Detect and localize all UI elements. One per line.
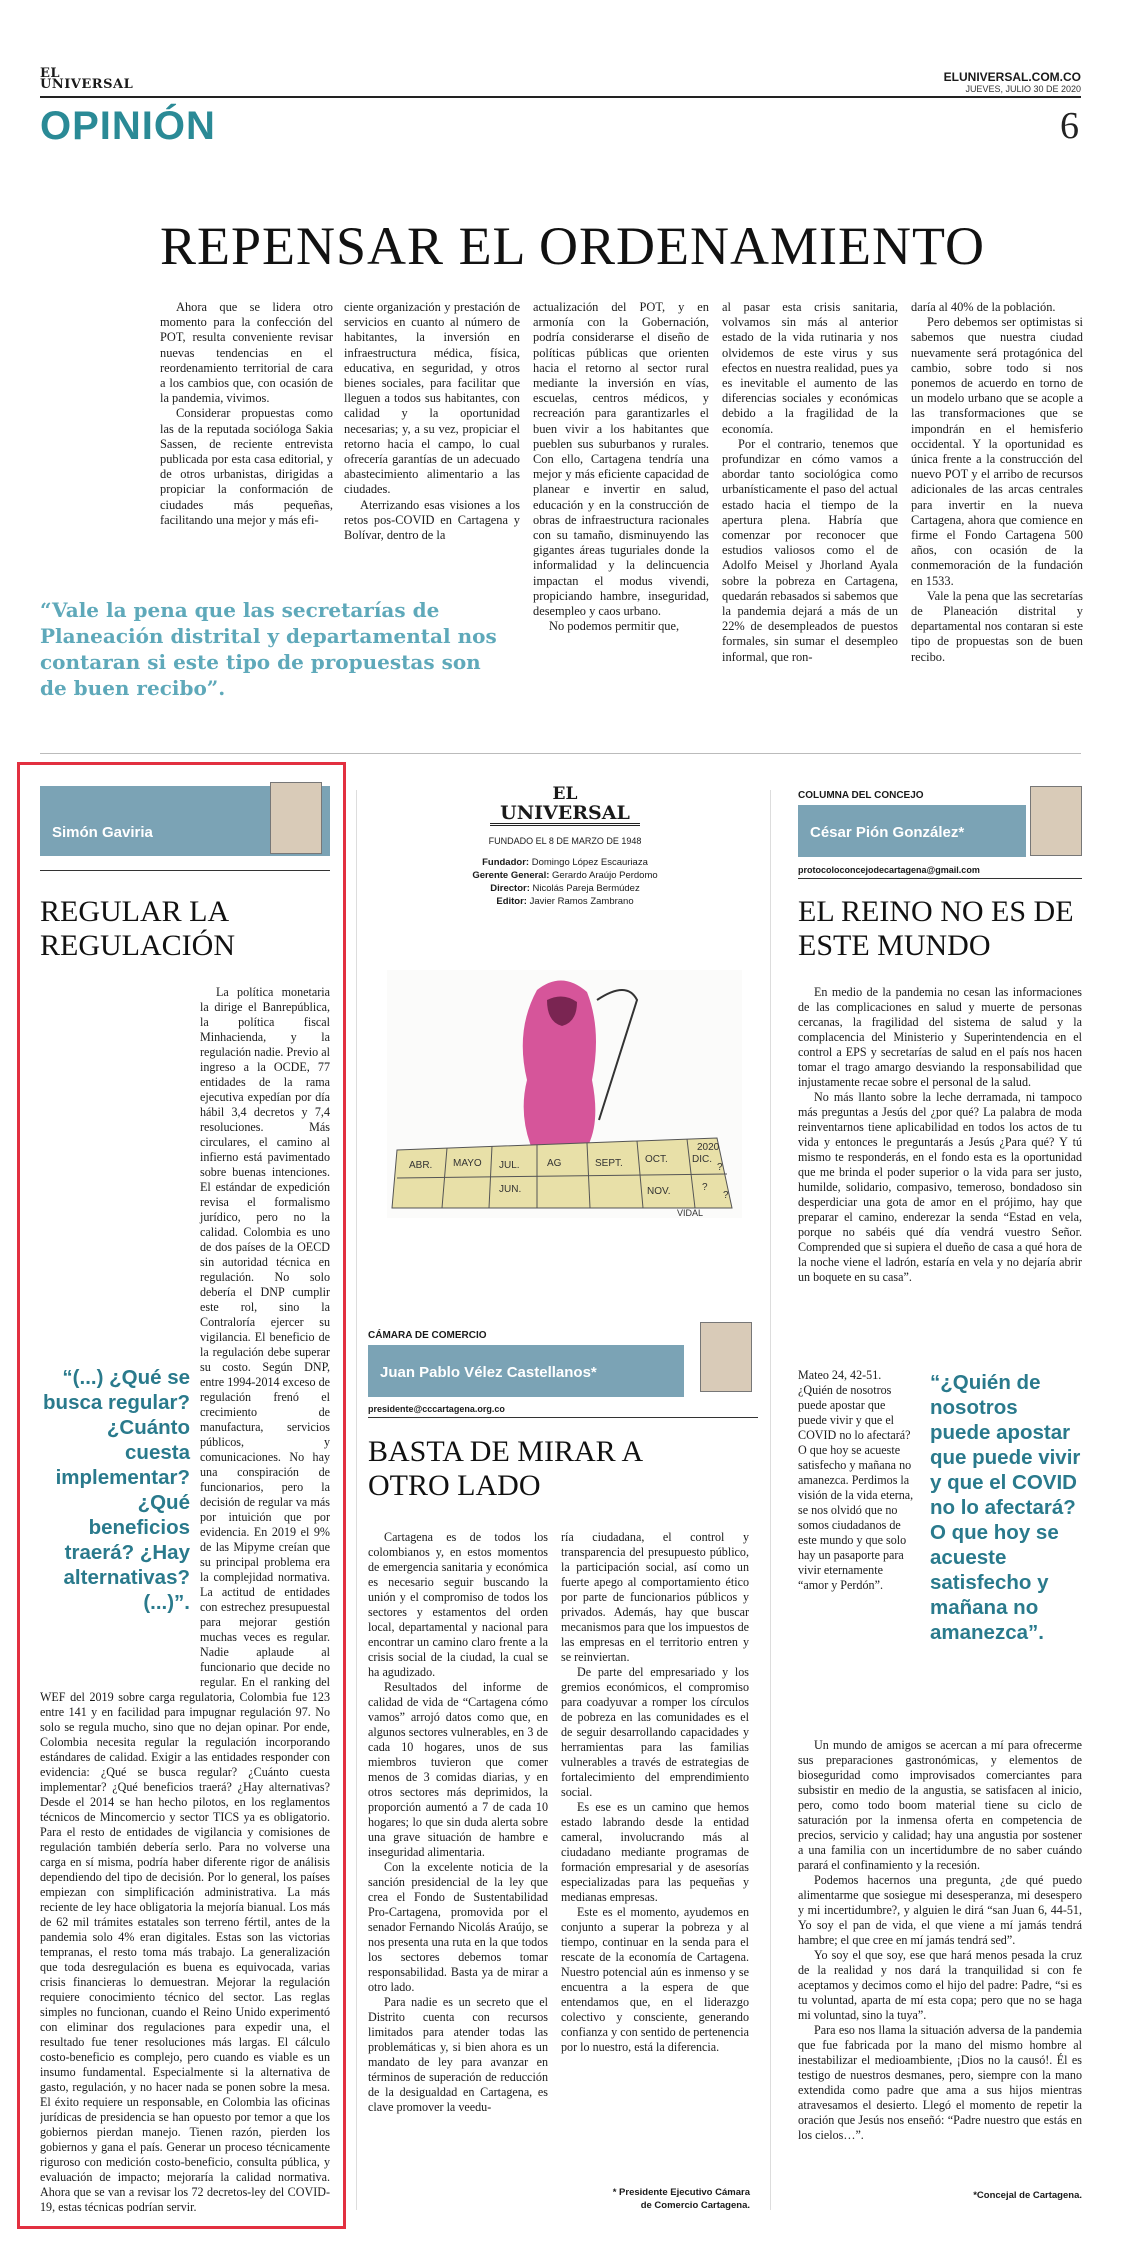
cartoon-label: AG <box>547 1158 562 1169</box>
header-rule <box>40 96 1081 98</box>
paragraph: Para eso nos llama la situación adversa de la pandemia que fue fabricada por la mano del mismo hombre al inestabilizar el medioambiente, ¡Dios no la causó!. Él es testigo de nuestros desmanes, pero, siempre con la mano extendida como padre que ama a sus hijos mientras atravesamos el desierto. Llegó el momento de repetir la oración que Jesús nos enseñó: “Padre nuestro que estás en los cielos…”. <box>798 2023 1082 2142</box>
staff-role: Director: <box>490 883 530 894</box>
cartoon-label: NOV. <box>647 1186 671 1197</box>
paragraph: ría ciudadana, el control y transparencia del presupuesto público, la participación social, así como un fuerte apego al comportamiento ético por parte de funcionarios públicos y privados. Además, hay que buscar mecanismos para que los impuestos de las empresas en el territorio entren y se reinviertan. <box>561 1530 749 1664</box>
page-number: 6 <box>1060 105 1079 147</box>
cartoon-label: JUL. <box>499 1160 520 1171</box>
paragraph: Este es el momento, ayudemos en conjunto a superar la pobreza y al tiempo, continuar en la senda para el rescate de la economía de Cartagena. Nuestro potencial aún es inmenso y se encuentra a la espera de que entendamos que, en el liderazgo colectivo y consciente, generando confianza y con sentido de pertenencia por lo nuestro, está la diferencia. <box>561 1905 749 2054</box>
paragraph: Un mundo de amigos se acercan a mí para ofrecerme sus preparaciones gastronómicas, y elementos de bioseguridad como improvisados comerciantes para subsistir en medio de la angustia, se satisfacen al inicio, pero, como todo boom material tiene su ciclo de saturación por la inmensa oferta en competencia de precios, servicio y calidad; hay una angustia por sostener a una familia con un incertidumbre de no saber cuándo parará el confinamiento y la recesión. <box>798 1738 1082 1872</box>
avatar <box>1030 786 1082 856</box>
paragraph: Considerar propuestas como las de la reputada socióloga Sakia Sassen, de reciente entrevista publicada por esta casa editorial, y de otros urbanistas, dirigidas a propiciar la conformación de ciudades más pequeñas, facilitando una mejor y más efi- <box>160 406 333 527</box>
paragraph: En medio de la pandemia no cesan las informaciones de las complicaciones en salud y muerte de personas cercanas, la fragilidad del sistema de salud y la complacencia del Ministerio y Superintendencia en el control a EPS y secretarías de salud en el país nos hacen tomar el trago amargo desviando la responsabilidad que injustamente recae sobre el personal de la salud. <box>798 985 1082 1089</box>
staff-name: Nicolás Pareja Bermúdez <box>532 883 640 894</box>
paragraph: La política monetaria la dirige el Banrepública, la política fiscal Minhacienda, y la regulación nadie. Previo al ingreso a la OCDE, 77 entidades de la rama ejecutiva expedían por día hábil 3,4 decretos y 7,4 resoluciones. Más circulares, el camino al infierno está pavimentado sobre buenas intenciones. El estándar de expedición revisa el formalismo jurídico, pero no la calidad. Colombia es uno de dos países de la OECD sin autoridad técnica en regulación. No solo debería el DNP cumplir este rol, sino la Contraloría ejercer su vigilancia. El beneficio de la regulación debe superar su costo. Según DNP, entre 1994-2014 exceso de regulación frenó el crecimiento de manufactura, servicios públicos, y comunicaciones. No hay una conspiración de funcionarios, pero la decisión de regular va más por intuición que por evidencia. En 2019 el 9% de las Mipyme creían que su principal problema era la complejidad normativa. La actitud de entidades con estrechez presupuestal para mejorar gestión muchas veces es regular. Nadie aplaude al funcionario que decide no regular. En el ranking del WEF del 2019 sobre carga regulatoria, Colombia fue 123 entre 141 y en facilidad para impugnar regulación 97. No solo se regula mucho, sino que no dejan opinar. Por ende, Colombia necesita regular la regulación incorporando estándares de calidad. Exigir a las entidades responder con evidencia: ¿Qué se busca regular? ¿Cuánto cuesta implementar? ¿Qué beneficios traerá? ¿Hay alternativas? Desde el 2014 se han hecho pilotos, en los reglamentos técnicos de Mincomercio y sector TICS ya es obligatorio. Para el resto de entidades de vigilancia y comisiones de regulación también debería serlo. Para no volverse una carga en sí misma, podría haber diferente rigor de análisis dependiendo del tipo de decisión. Por lo general, los países empiezan con simplificación administrativa. La más reciente de ley hace obligatoria la mejoría bianual. Los más de 62 mil trámites estatales son terreno fértil, antes de la pandemia solo 4% eran digitales. Estas son las victorias tempranas, el resto toma más trabajo. La generalización que toda desregulación es buena es equivocada, varias crisis financieras lo demuestran. Mejorar la regulación requiere conocimiento técnico del sector. Las reglas simples no funcionan, cuando el Reino Unido experimentó con eliminar dos regulaciones para expedir una, el resultado fue tener resoluciones más largas. El cálculo costo-beneficio es complejo, pero cuando es viable es un insumo fundamental. Especialmente si la alternativa de gasto, regulación, y no hacer nada se ponen sobre la mesa. El éxito requiere un responsable, en Colombia las oficinas jurídicas de presidencia se han opuesto por temor a que los gobiernos pierdan manejo. Tienen razón, pierden los gobiernos y gana el país. Generar un proceso técnicamente riguroso con medición costo-beneficio, consulta pública, y evaluación de impacto; mejoraría la calidad normativa. Ahora que se van a revisar los 72 decretos-ley del COVID-19, estas técnicas podrían servir. <box>40 985 330 2213</box>
cartoon-label: ? <box>723 1190 729 1201</box>
paragraph: Pero debemos ser optimistas si sabemos que nuestra ciudad nuevamente será protagónica del cambio, sobre todo si nos ponemos de acuerdo en torno de un modelo urbano que se acople a las transformaciones que se impondrán en el hemisferio occidental. Y la oportunidad es única frente a la construcción del nuevo POT y el arribo de recursos adicionales de las arcas centrales para invertir en la nueva Cartagena, ahora que comience en firme el Fondo Cartagena 500 años, con ocasión de la conmemoración de la fundación en 1533. <box>911 315 1083 588</box>
kicker-right: COLUMNA DEL CONCEJO <box>798 790 924 801</box>
editorial-column-3 <box>533 300 709 735</box>
staff-role: Gerente General: <box>472 870 550 881</box>
paragraph: actualización del POT, y en armonía con la Gobernación, podría considerarse el diseño de políticas públicas que orienten hacia el retorno al sector rural mediante la inversión en vías, escuelas, centros médicos, y recreación para garantizarles el buen vivir a los habitantes que pueblen sus suburbanos y rurales. Con ello, Cartagena tendría una mejor y más eficiente capacidad de planear e invertir en salud, educación y en la construcción de obras de infraestructura racionales con su tamaño, disminuyendo las gigantes áreas tuguriales donde la informalidad y la delincuencia impactan el modus vivendi, propiciando hambre, inseguridad, desempleo y caos urbano. <box>533 300 709 619</box>
editorial-pull-quote: “Vale la pena que las secretarías de Planeación distrital y departamental nos contaran si este tipo de propuestas son de buen recibo”. <box>40 598 497 700</box>
paragraph: Para nadie es un secreto que el Distrito cuenta con recursos limitados para atender todas las problemáticas y, si bien ahora es un mandato de ley para avanzar en términos de superación de reducción de la desigualdad en Cartagena, es clave promover la veedu- <box>368 1995 548 2114</box>
author-name-right: César Pión González* <box>810 824 965 841</box>
section-title: OPINIÓN <box>40 104 216 148</box>
avatar <box>700 1322 752 1392</box>
article-title-right: EL REINO NO ES DE ESTE MUNDO <box>798 895 1074 962</box>
paragraph: Aterrizando esas visiones a los retos pos-COVID en Cartagena y Bolívar, dentro de la <box>344 497 520 543</box>
editorial-column-1 <box>160 300 333 580</box>
rule <box>798 878 1082 879</box>
editorial-cartoon <box>387 970 742 1218</box>
site-url[interactable]: ELUNIVERSAL.COM.CO <box>943 70 1081 84</box>
cartoon-label: MAYO <box>453 1158 482 1169</box>
masthead-founded: FUNDADO EL 8 DE MARZO DE 1948 <box>488 836 642 846</box>
editorial-column-4 <box>722 300 898 735</box>
kicker-middle: CÁMARA DE COMERCIO <box>368 1330 487 1341</box>
editorial-column-5 <box>911 300 1083 735</box>
staff-role: Editor: <box>496 896 527 907</box>
paragraph: ciente organización y prestación de servicios en cuanto al número de habitantes, la inversión en infraestructura médica, física, educativa, en seguridad, y otros bienes sociales, para facilitar que lleguen a todos sus habitantes, con calidad y la oportunidad necesarias; y, a su vez, propiciar el retorno hacia el campo, lo cual ofrecería garantías de un adecuado abastecimiento alimentario a las ciudades. <box>344 300 520 497</box>
paragraph: Resultados del informe de calidad de vida de “Cartagena cómo vamos” arrojó datos como que, en algunos sectores vulnerables, en 3 de cada 10 hogares, unos de sus miembros tuvieron que comer menos de 3 comidas diarias, y en otros sectores más deprimidos, la proporción aumentó a 7 de cada 10 hogares; lo que sin duda alerta sobre una grave situación de hambre e inseguridad alimentaria. <box>368 1680 548 1859</box>
cartoon-label: ? <box>717 1162 723 1173</box>
paragraph: al pasar esta crisis sanitaria, volvamos sin más al anterior estado de la vida rutinaria y nos olvidemos de este virus y sus efectos en nuestra realidad, pues ya es inevitable el aumento de las diferencias sociales y económicas debido a la fragilidad de la economía. <box>722 300 898 436</box>
paragraph: De parte del empresariado y los gremios económicos, el compromiso para coadyuvar a romper los círculos de pobreza en las comunidades es el de seguir desarrollando capacidades y herramientas para las familias vulnerables a través de estrategias de fortalecimiento del emprendimiento social. <box>561 1665 749 1799</box>
cartoon-drawing <box>387 970 742 1218</box>
avatar <box>270 782 322 854</box>
paragraph: daría al 40% de la población. <box>911 300 1056 314</box>
paragraph: Ahora que se lidera otro momento para la confección del POT, resulta conveniente revisar nuevas tendencias en el reordenamiento territorial de cara a los cambios que, con ocasión de la pandemia, vivimos. <box>160 300 333 406</box>
rule <box>40 870 330 871</box>
footnote-middle: * Presidente Ejecutivo Cámara de Comercio Cartagena. <box>612 2187 750 2211</box>
staff-name: Domingo López Escauriaza <box>531 857 648 868</box>
paragraph: Podemos hacernos una pregunta, ¿de qué puedo alimentarme que sosiegue mi desesperanza, mi desespero y mi incertidumbre?, y alguien le dirá “san Juan 6, 44-51, Yo soy el pan de vida, el que viene a mí jamás tendrá hambre; el que cree en mí jamás tendrá sed”. <box>798 1873 1082 1947</box>
cartoon-label: ? <box>702 1182 708 1193</box>
article-title-left: REGULAR LA REGULACIÓN <box>40 895 235 962</box>
cartoon-label: JUN. <box>499 1184 522 1195</box>
cartoon-label: DIC. <box>692 1154 712 1165</box>
article-body-middle-1 <box>368 1530 548 2220</box>
paragraph: Mateo 24, 42-51. ¿Quién de nosotros puede apostar que puede vivir y que el COVID no lo afectará? O que hoy se acueste satisfecho y mañana no amanezca. Perdimos la visión de la vida eterna, se nos olvidó que no somos ciudadanos de este mundo y que solo hay un pasaporte para vivir eternamente “amor y Perdón”. <box>798 1368 914 1592</box>
header-logo[interactable]: EL UNIVERSAL <box>40 66 134 92</box>
paragraph: No podemos permitir que, <box>549 619 680 634</box>
cartoon-label: SEPT. <box>595 1158 623 1169</box>
article-title-middle: BASTA DE MIRAR A OTRO LADO <box>368 1435 642 1502</box>
paragraph: Cartagena es de todos los colombianos y, en estos momentos de emergencia sanitaria y económica es necesario seguir buscando la unión y el compromiso de todos los sectores y estamentos del orden local, departamental y nacional para encontrar un camino claro frente a la crisis social de la ciudad, la cual se ha agudizado. <box>368 1530 548 1679</box>
article-body-right-narrow <box>798 1368 916 1733</box>
cartoon-label: OCT. <box>645 1154 668 1165</box>
paragraph: No más llanto sobre la leche derramada, ni tampoco más preguntas a Jesús del ¿por qué? La palabra de moda reinventarnos tiene aplicabilidad en todos los actos de tu vida y entonces le preguntarás a Jesús ¿Para qué? Y tú mismo te responderás, en el fondo esta es la oportunidad que me brinda el poder superior o la vida para ser justo, humilde, solidario, compasivo, temeroso, bondadoso sin desperdiciar una gota de amor en el prójimo, hay que preparar el camino, enderezar la senda “Estad en vela, porque no sabéis qué día vendrá vuestro Señor. Comprended que si supiera el dueño de casa a qué hora de la noche viene el ladrón, estaría en vela y no dejaría abrir un boquete en su casa”. <box>798 1090 1082 1284</box>
issue-date: JUEVES, JULIO 30 DE 2020 <box>965 84 1081 94</box>
editorial-column-2 <box>344 300 520 580</box>
cartoon-signature: VIDAL <box>677 1208 704 1218</box>
column-rule <box>770 790 771 2210</box>
paragraph: Yo soy el que soy, ese que hará menos pesada la cruz de la realidad y nos dará la tranquilidad si con fe aceptamos y decimos como el hijo del padre: Padre, “si es tu voluntad, aparta de mí esta copa; pero que no se haga mi voluntad, sino la tuya”. <box>798 1948 1082 2022</box>
cartoon-label: 2020 <box>697 1142 720 1153</box>
masthead-logo-line: UNIVERSAL <box>490 803 640 826</box>
email-right[interactable]: protocoloconcejodecartagena@gmail.com <box>798 865 980 875</box>
author-name-middle: Juan Pablo Vélez Castellanos* <box>380 1364 597 1381</box>
section-divider <box>40 753 1081 754</box>
paragraph: Es ese es un camino que hemos estado labrando desde la entidad cameral, involucrando más al ciudadano mediante programas de formación empresarial y de asesorías especializadas para las pequeñas y medianas empresas. <box>561 1800 749 1904</box>
article-body-right-bottom <box>798 1738 1082 2183</box>
staff-name: Javier Ramos Zambrano <box>529 896 634 907</box>
footnote-right: *Concejal de Cartagena. <box>973 2190 1082 2201</box>
pull-quote-right: “¿Quién de nosotros puede apostar que puede vivir y que el COVID no lo afectará? O que hoy se acueste satisfecho y mañana no amanezca”. <box>930 1371 1081 1644</box>
pull-quote-left: “(...) ¿Qué se busca regular? ¿Cuánto cuesta implementar? ¿Qué beneficios traerá? ¿Hay alternativas? (...)”. <box>43 1366 190 1614</box>
email-middle[interactable]: presidente@cccartagena.org.co <box>368 1404 505 1414</box>
article-body-left <box>40 985 330 2213</box>
column-rule <box>356 790 357 2210</box>
editorial-title: REPENSAR EL ORDENAMIENTO <box>160 216 986 276</box>
cartoon-label: ABR. <box>409 1160 433 1171</box>
masthead-staff <box>420 856 710 908</box>
author-name-left: Simón Gaviria <box>52 824 153 841</box>
paragraph: Vale la pena que las secretarías de Planeación distrital y departamental nos contaran si este tipo de propuestas son de buen recibo. <box>911 588 1083 664</box>
masthead-logo <box>490 785 640 826</box>
staff-role: Fundador: <box>482 857 530 868</box>
article-body-right-top <box>798 985 1082 1365</box>
paragraph: Con la excelente noticia de la sanción presidencial de la ley que crea el Fondo de Sustentabilidad Pro-Cartagena, promovida por el senador Fernando Nicolás Araújo, se nos presenta una ruta en la que todos los sectores debemos tomar responsabilidad. Basta ya de mirar a otro lado. <box>368 1860 548 1994</box>
rule <box>368 1417 758 1418</box>
masthead-logo-line: EL <box>552 784 578 804</box>
staff-name: Gerardo Araújo Perdomo <box>552 870 658 881</box>
article-body-middle-2 <box>561 1530 749 2180</box>
paragraph: Por el contrario, tenemos que profundizar en cómo vamos a abordar tanto sociológica como urbanísticamente el paso del actual estado hacia el tiempo de la apertura plena. Habría que comenzar por reconocer que estudios valiosos como el de Adolfo Meisel y Jhorland Ayala sobre la pobreza en Cartagena, quedarán rebasados si sabemos que la pandemia dejará a más de un 22% de desempleados de puestos formales, sin sumar el desempleo informal, que ron- <box>722 436 898 664</box>
